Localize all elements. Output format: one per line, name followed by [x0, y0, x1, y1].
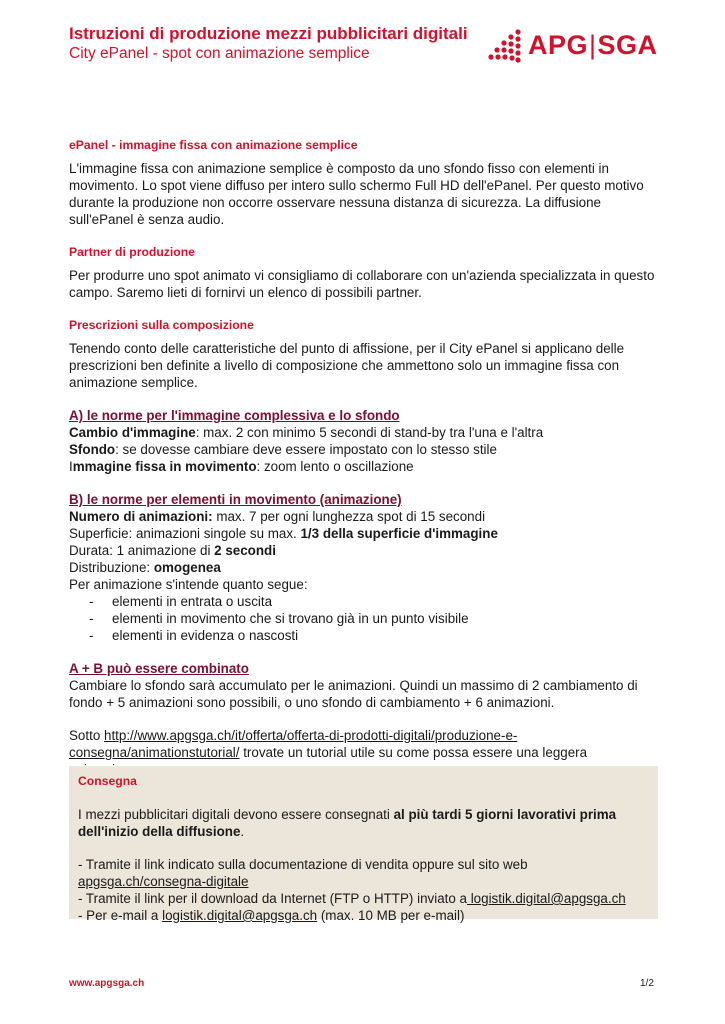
partner-paragraph: Per produrre uno spot animato vi consigliamo di collaborare con un'azienda specializzata in questo campo. Saremo lieti di fornirvi un elenco di possibili partner.	[69, 268, 655, 300]
tutorial-link[interactable]: http://www.apgsga.ch/it/offerta/offerta-di-prodotti-digitali/produzione-e-consegna/animationstutorial/	[69, 728, 518, 760]
logo-apg: APG	[528, 30, 589, 60]
intro-heading: ePanel - immagine fissa con animazione semplice	[69, 138, 358, 152]
rules-b-line-5: Per animazione s'intende quanto segue:	[69, 577, 308, 592]
partner-heading: Partner di produzione	[69, 245, 195, 259]
logo-sga: SGA	[597, 30, 658, 60]
rules-a-line-2: Sfondo: se dovesse cambiare deve essere impostato con lo stesso stile	[69, 442, 497, 457]
logo-separator: |	[589, 30, 597, 60]
delivery-option-1: - Tramite il link indicato sulla documentazione di vendita oppure sul sito web apgsga.ch/consegna-digitale	[78, 857, 528, 889]
delivery-heading: Consegna	[78, 774, 137, 788]
delivery-option-2: - Tramite il link per il download da Internet (FTP o HTTP) inviato a logistik.digital@apgsga.ch	[78, 891, 626, 906]
logistik-email-link-2[interactable]: logistik.digital@apgsga.ch	[162, 908, 318, 923]
rules-b-line-1: Numero di animazioni: max. 7 per ogni lunghezza spot di 15 secondi	[69, 509, 486, 524]
rules-b-line-4: Distribuzione: omogenea	[69, 560, 221, 575]
delivery-paragraph: I mezzi pubblicitari digitali devono essere consegnati al più tardi 5 giorni lavorativi prima dell'inizio della diffusione.	[78, 807, 617, 839]
logo-wordmark	[528, 30, 658, 60]
document-body	[69, 137, 659, 778]
delivery-box	[69, 766, 658, 923]
page-number: 1/2	[640, 978, 654, 989]
rules-a-heading: A) le norme per l'immagine complessiva e lo sfondo	[69, 408, 400, 423]
footer-url[interactable]: www.apgsga.ch	[69, 978, 145, 989]
delivery-portal-link[interactable]: apgsga.ch/consegna-digitale	[78, 874, 249, 889]
logo-dots-icon	[488, 28, 524, 64]
rules-b-heading: B) le norme per elementi in movimento (animazione)	[69, 492, 402, 507]
animation-types-list	[69, 593, 659, 644]
tutorial-paragraph: Sotto http://www.apgsga.ch/it/offerta/offerta-di-prodotti-digitali/produzione-e-consegna/animationstutorial/ trovate un tutorial utile su come possa essere una leggera	[69, 728, 588, 760]
list-item: - elementi in movimento che si trovano già in un punto visibile	[89, 611, 469, 626]
combined-heading: A + B può essere combinato	[69, 661, 249, 676]
apg-sga-logo	[488, 28, 658, 64]
intro-paragraph: L'immagine fissa con animazione semplice è composto da uno sfondo fisso con elementi in movimento. Lo spot viene diffuso per intero sullo schermo Full HD dell'ePanel. Per questo motivo durante la produzione non occorre osservare nessuna distanza di sicurezza. La diffusione sull'ePanel è senza audio.	[69, 161, 644, 227]
document-title: Istruzioni di produzione mezzi pubblicitari digitali	[69, 24, 468, 43]
rules-b-line-2: Superficie: animazioni singole su max. 1/3 della superficie d'immagine	[69, 526, 498, 541]
rules-a-line-1: Cambio d'immagine: max. 2 con minimo 5 secondi di stand-by tra l'una e l'altra	[69, 425, 544, 440]
list-item: - elementi in evidenza o nascosti	[89, 628, 299, 643]
combined-paragraph: Cambiare lo sfondo sarà accumulato per le animazioni. Quindi un massimo di 2 cambiamento di fondo + 5 animazioni sono possibili, o uno sfondo di cambiamento + 6 animazioni.	[69, 678, 638, 710]
composition-heading: Prescrizioni sulla composizione	[69, 318, 254, 332]
logistik-email-link[interactable]: logistik.digital@apgsga.ch	[466, 891, 626, 906]
list-item: - elementi in entrata o uscita	[89, 594, 273, 609]
document-subtitle: City ePanel - spot con animazione semplice	[69, 45, 370, 62]
composition-paragraph: Tenendo conto delle caratteristiche del punto di affissione, per il City ePanel si applicano delle prescrizioni ben definite a livello di composizione che ammettono solo un immagine fissa con animazione semplice.	[69, 341, 625, 390]
delivery-option-3: - Per e-mail a logistik.digital@apgsga.ch (max. 10 MB per e-mail)	[78, 908, 465, 923]
rules-b-line-3: Durata: 1 animazione di 2 secondi	[69, 543, 276, 558]
rules-a-line-3: Immagine fissa in movimento: zoom lento o oscillazione	[69, 459, 414, 474]
